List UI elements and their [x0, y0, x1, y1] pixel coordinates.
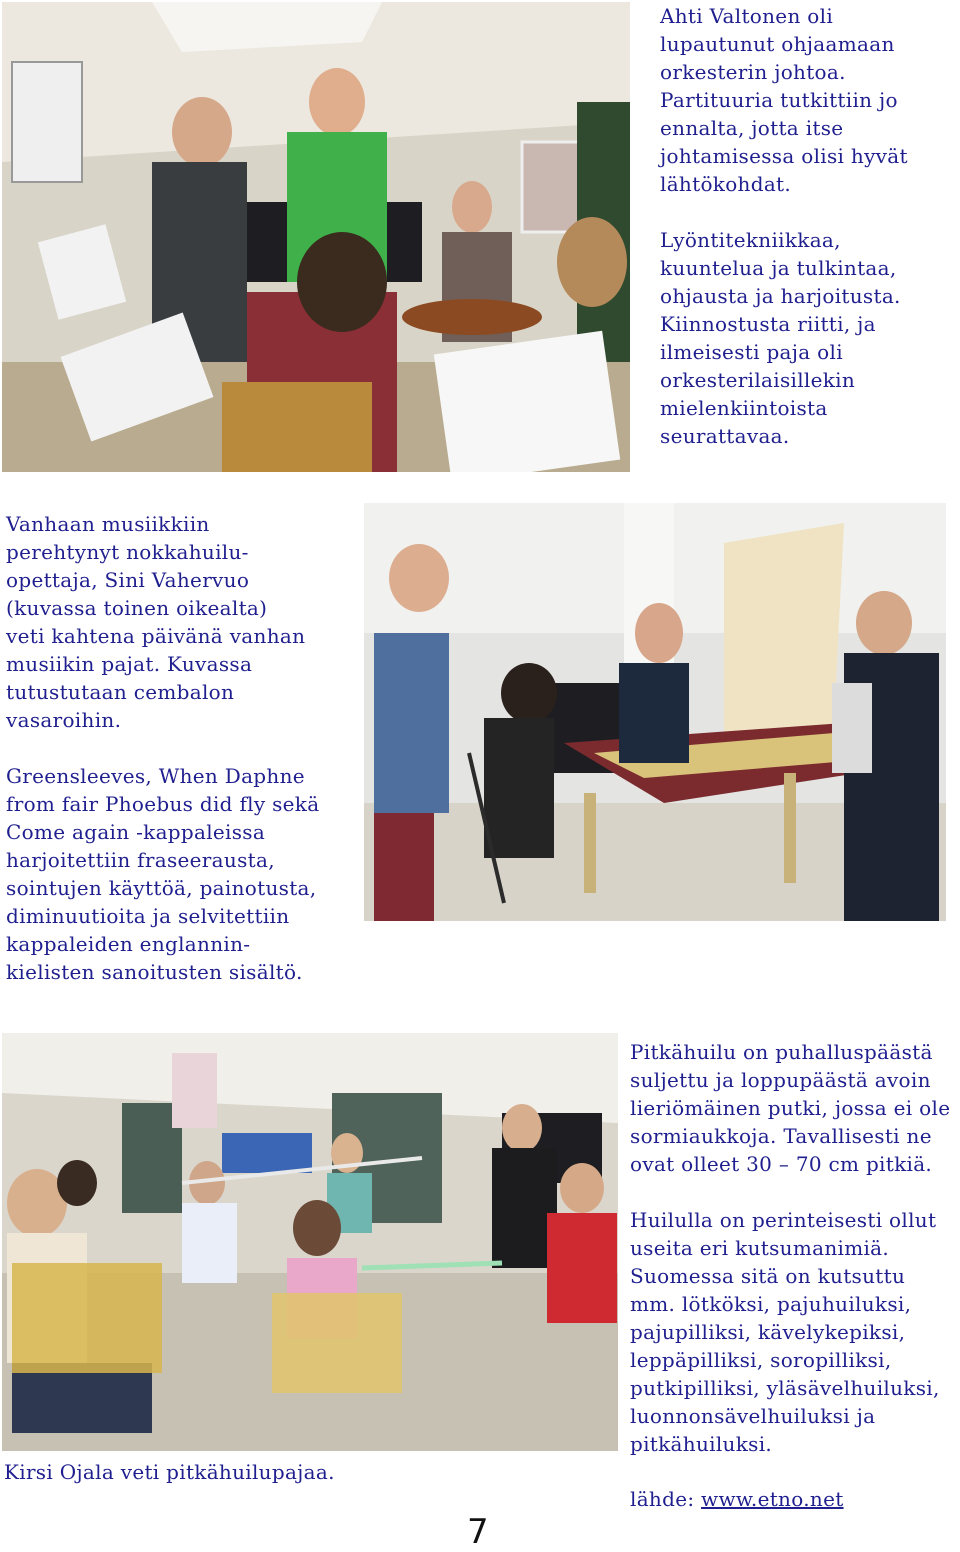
caption-text: Kirsi Ojala veti pitkähuilupajaa. [4, 1460, 335, 1484]
text-line: Vanhaan musiikkiin [6, 512, 210, 536]
text-line: lupautunut ohjaamaan [660, 32, 895, 56]
text-line: vasaroihin. [6, 708, 122, 732]
text-line: orkesterilaisillekin [660, 368, 856, 392]
songs-paragraph [6, 762, 319, 986]
text-line: perehtynyt nokkahuilu- [6, 540, 249, 564]
text-line: sointujen käyttöä, painotusta, [6, 876, 317, 900]
text-line: kielisten sanoitusten sisältö. [6, 960, 303, 984]
text-line: ovat olleet 30 – 70 cm pitkiä. [630, 1152, 933, 1176]
text-line: ilmeisesti paja oli [660, 340, 843, 364]
text-line: leppäpilliksi, soropilliksi, [630, 1348, 892, 1372]
text-line: ohjausta ja harjoitusta. [660, 284, 901, 308]
text-line: ennalta, jotta itse [660, 116, 844, 140]
text-line: orkesterin johtoa. [660, 60, 846, 84]
early-music-paragraph [6, 510, 305, 734]
text-line: lähtökohdat. [660, 172, 792, 196]
text-line: Ahti Valtonen oli [660, 4, 834, 28]
text-line: lieriömäinen putki, jossa ei ole [630, 1096, 951, 1120]
text-line: tutustutaan cembalon [6, 680, 235, 704]
source-link[interactable]: www.etno.net [701, 1487, 844, 1511]
photo-icon [2, 1033, 618, 1451]
text-line: musiikin pajat. Kuvassa [6, 652, 253, 676]
text-line: opettaja, Sini Vahervuo [6, 568, 250, 592]
text-line: harjoitettiin fraseerausta, [6, 848, 275, 872]
text-line: Lyöntitekniikkaa, [660, 228, 841, 252]
orchestra-paragraph [660, 2, 908, 198]
text-line: mm. lötköksi, pajuhuiluksi, [630, 1292, 912, 1316]
text-line: from fair Phoebus did fly sekä [6, 792, 320, 816]
photo-caption [4, 1458, 335, 1486]
overtone-flute-paragraph [630, 1038, 950, 1178]
flute-names-paragraph [630, 1206, 940, 1458]
text-line: putkipilliksi, yläsävelhuiluksi, [630, 1376, 940, 1400]
text-line: useita eri kutsumanimiä. [630, 1236, 890, 1260]
photo-icon [364, 503, 946, 921]
text-line: pitkähuiluksi. [630, 1432, 773, 1456]
text-line: luonnonsävelhuiluksi ja [630, 1404, 876, 1428]
text-line: kuuntelua ja tulkintaa, [660, 256, 897, 280]
overtone-flute-workshop-photo [2, 1033, 618, 1451]
text-line: johtamisessa olisi hyvät [660, 144, 908, 168]
text-line: Huilulla on perinteisesti ollut [630, 1208, 937, 1232]
source-line [630, 1485, 844, 1513]
text-line: Pitkähuilu on puhalluspäästä [630, 1040, 933, 1064]
text-line: Greensleeves, When Daphne [6, 764, 305, 788]
page-number: 7 [467, 1512, 489, 1552]
text-line: diminuutioita ja selvitettiin [6, 904, 290, 928]
text-line: veti kahtena päivänä vanhan [6, 624, 306, 648]
text-line: seurattavaa. [660, 424, 790, 448]
text-line: pajupilliksi, kävelykepiksi, [630, 1320, 906, 1344]
text-line: Come again -kappaleissa [6, 820, 266, 844]
text-line: (kuvassa toinen oikealta) [6, 596, 268, 620]
text-line: suljettu ja loppupäästä avoin [630, 1068, 931, 1092]
orchestra-rehearsal-photo [2, 2, 630, 472]
text-line: Partituuria tutkittiin jo [660, 88, 898, 112]
harpsichord-workshop-photo [364, 503, 946, 921]
text-line: sormiaukkoja. Tavallisesti ne [630, 1124, 932, 1148]
text-line: kappaleiden englannin- [6, 932, 251, 956]
source-label: lähde: [630, 1487, 702, 1511]
text-line: Suomessa sitä on kutsuttu [630, 1264, 906, 1288]
photo-icon [2, 2, 630, 472]
text-line: mielenkiintoista [660, 396, 828, 420]
text-line: Kiinnostusta riitti, ja [660, 312, 876, 336]
technique-paragraph [660, 226, 901, 450]
